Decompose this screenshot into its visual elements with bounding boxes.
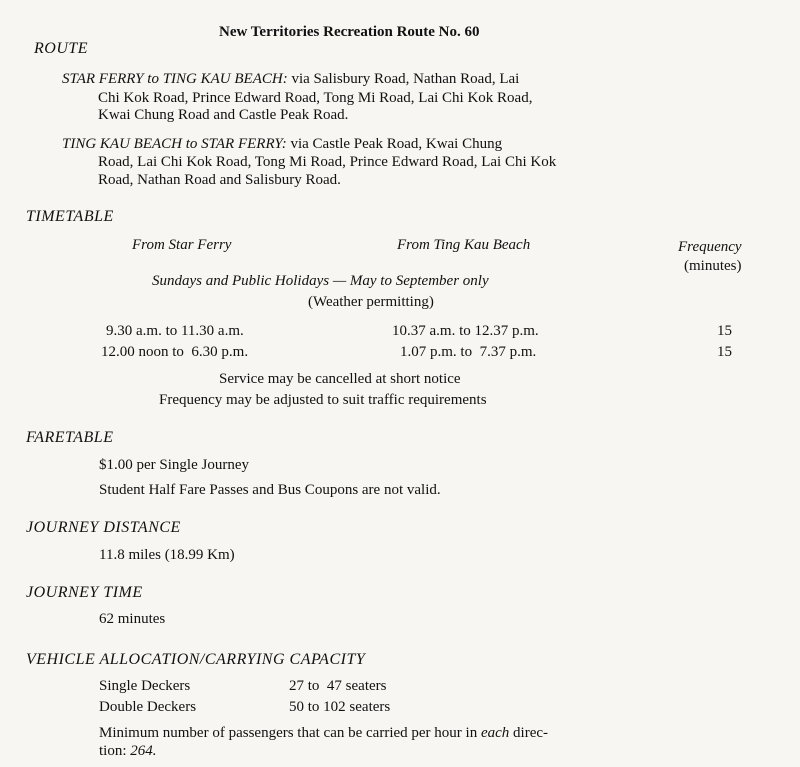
col-frequency-unit: (minutes) — [684, 258, 742, 274]
col-from-star-ferry: From Star Ferry — [132, 237, 232, 253]
time-value: 62 minutes — [99, 611, 166, 627]
col-frequency: Frequency — [678, 239, 742, 255]
min-passengers-text-c: direc- — [509, 725, 549, 741]
page-title: New Territories Recreation Route No. 60 — [219, 24, 480, 40]
fare-not-valid-note: Student Half Fare Passes and Bus Coupons are not valid. — [99, 482, 441, 498]
vehicle-capacity-single: 27 to 47 seaters — [289, 678, 387, 694]
route-outbound-line-2: Chi Kok Road, Prince Edward Road, Tong Mi Road, Lai Chi Kok Road, — [98, 90, 533, 106]
route-outbound-line-3: Kwai Chung Road and Castle Peak Road. — [98, 107, 349, 123]
min-passengers-text-a: Minimum number of passengers that can be carried per hour in — [99, 725, 481, 741]
route-inbound-text-1: via Castle Peak Road, Kwai Chung — [286, 136, 503, 152]
min-passengers-each: each — [480, 725, 510, 741]
row-2-frequency: 15 — [717, 344, 732, 360]
route-heading: ROUTE — [34, 40, 89, 57]
route-inbound-line-3: Road, Nathan Road and Salisbury Road. — [98, 172, 341, 188]
route-outbound-line-1 — [62, 70, 519, 89]
fare-single-journey: $1.00 per Single Journey — [99, 457, 249, 473]
timetable-period: Sundays and Public Holidays — May to September only — [152, 273, 489, 289]
faretable-heading: FARETABLE — [26, 429, 114, 446]
route-inbound-line-2: Road, Lai Chi Kok Road, Tong Mi Road, Prince Edward Road, Lai Chi Kok — [98, 154, 557, 170]
route-outbound-text-1: via Salisbury Road, Nathan Road, Lai — [287, 71, 520, 87]
timetable-heading: TIMETABLE — [26, 208, 114, 225]
vehicle-capacity-double: 50 to 102 seaters — [289, 699, 391, 715]
time-heading: JOURNEY TIME — [26, 584, 143, 601]
timetable-note-2: Frequency may be adjusted to suit traffic requirements — [159, 392, 487, 408]
col-from-ting-kau: From Ting Kau Beach — [397, 237, 531, 253]
row-2-from-ting: 1.07 p.m. to 7.37 p.m. — [400, 344, 537, 360]
distance-value: 11.8 miles (18.99 Km) — [99, 547, 235, 563]
route-outbound-lead: STAR FERRY to TING KAU BEACH: — [62, 71, 288, 87]
route-inbound-line-1 — [62, 135, 502, 154]
min-passengers-tion: tion: — [99, 743, 131, 759]
row-1-frequency: 15 — [717, 323, 732, 339]
min-passengers-line-1 — [99, 724, 548, 743]
route-inbound-lead: TING KAU BEACH to STAR FERRY: — [62, 136, 287, 152]
vehicle-type-single: Single Deckers — [99, 678, 191, 694]
row-1-from-ting: 10.37 a.m. to 12.37 p.m. — [392, 323, 539, 339]
min-passengers-value: 264. — [130, 743, 157, 759]
timetable-weather: (Weather permitting) — [308, 294, 434, 310]
row-2-from-star: 12.00 noon to 6.30 p.m. — [101, 344, 249, 360]
row-1-from-star: 9.30 a.m. to 11.30 a.m. — [106, 323, 244, 339]
vehicle-heading: VEHICLE ALLOCATION/CARRYING CAPACITY — [26, 651, 366, 668]
timetable-note-1: Service may be cancelled at short notice — [219, 371, 461, 387]
vehicle-type-double: Double Deckers — [99, 699, 197, 715]
min-passengers-line-2 — [99, 742, 157, 761]
distance-heading: JOURNEY DISTANCE — [26, 519, 181, 536]
